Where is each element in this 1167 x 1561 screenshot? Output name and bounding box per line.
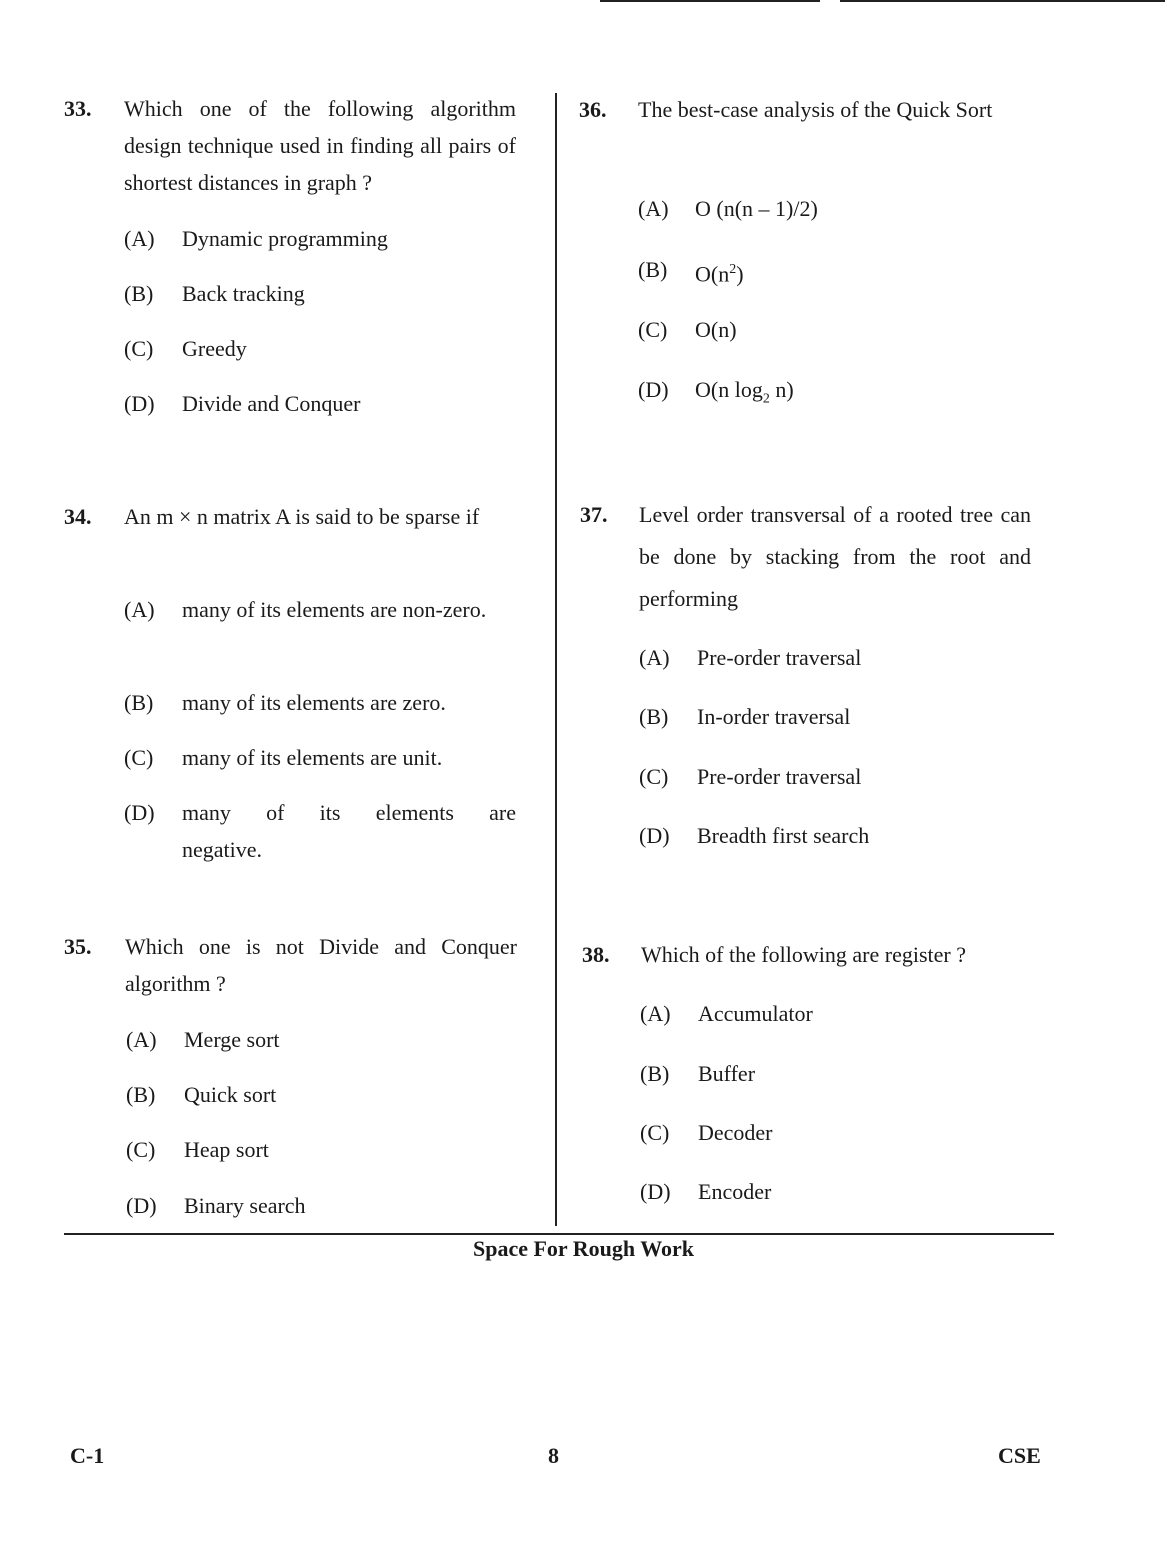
footer-code: C-1 <box>70 1443 105 1468</box>
option-text: In-order traversal <box>697 704 851 729</box>
subscript: 2 <box>762 391 770 407</box>
option-label: (D) <box>126 1193 157 1218</box>
option-text: many of its elements are unit. <box>182 745 443 770</box>
top-rule-right <box>840 0 1165 2</box>
option-label: (A) <box>638 196 669 221</box>
option-label: (C) <box>124 336 154 361</box>
option-text: O(n log <box>695 377 763 402</box>
top-rule-left <box>600 0 820 2</box>
option-label: (C) <box>126 1137 156 1162</box>
option-label: (A) <box>124 226 155 251</box>
option-text: Encoder <box>698 1179 772 1204</box>
question-stem: An m × n matrix A is said to be sparse if <box>124 504 480 529</box>
question-number: 37. <box>580 502 608 527</box>
option-text: many of its elements are non-zero. <box>182 597 487 622</box>
option-label: (D) <box>124 391 155 416</box>
option-label: (D) <box>639 823 670 848</box>
option-label: (D) <box>638 377 669 402</box>
option-label: (B) <box>639 704 669 729</box>
option-text: Quick sort <box>184 1082 277 1107</box>
option-label: (B) <box>124 281 154 306</box>
question-stem: Which one of the following algorithm design technique used in finding all pairs of shortest distances in graph ? <box>124 96 516 195</box>
option-text: many of its elements are zero. <box>182 690 446 715</box>
option-label: (B) <box>126 1082 156 1107</box>
rough-work-rule <box>64 1233 1054 1235</box>
question-number: 36. <box>579 97 607 122</box>
option-text: Greedy <box>182 336 247 361</box>
question-number: 35. <box>64 934 92 959</box>
option-label: (A) <box>126 1027 157 1052</box>
option-text-tail: ) <box>736 261 744 287</box>
column-divider <box>555 93 557 1226</box>
option-label: (D) <box>124 800 155 825</box>
option-text: Divide and Conquer <box>182 391 361 416</box>
question-stem: Which of the following are register ? <box>641 942 966 967</box>
page-number: 8 <box>548 1443 559 1468</box>
option-text: Dynamic programming <box>182 226 388 251</box>
exponent: 2 <box>729 262 737 277</box>
option-label: (A) <box>640 1001 671 1026</box>
question-stem: Which one is not Divide and Conquer algorithm ? <box>125 934 517 996</box>
option-label: (B) <box>638 257 668 282</box>
option-text: many of its elements are negative. <box>182 800 516 862</box>
option-text: Heap sort <box>184 1137 269 1162</box>
option-label: (D) <box>640 1179 671 1204</box>
option-text: Pre-order traversal <box>697 645 862 670</box>
question-stem: Level order transversal of a rooted tree can be done by stacking from the root and performing <box>639 502 1031 611</box>
option-label: (C) <box>124 745 154 770</box>
question-number: 33. <box>64 96 92 121</box>
option-text: O(n) <box>695 317 737 342</box>
option-text: Breadth first search <box>697 823 870 848</box>
option-label: (C) <box>639 764 669 789</box>
option-label: (A) <box>124 597 155 622</box>
option-text: O(n <box>695 261 730 287</box>
option-text: Binary search <box>184 1193 306 1218</box>
question-stem: The best-case analysis of the Quick Sort <box>638 97 993 122</box>
option-text: Merge sort <box>184 1027 280 1052</box>
question-number: 38. <box>582 942 610 967</box>
option-text-tail: n) <box>769 377 794 402</box>
footer-subject: CSE <box>998 1443 1041 1468</box>
option-text: Pre-order traversal <box>697 764 862 789</box>
option-label: (A) <box>639 645 670 670</box>
option-label: (C) <box>638 317 668 342</box>
option-text: Buffer <box>698 1061 756 1086</box>
option-label: (B) <box>124 690 154 715</box>
option-label: (C) <box>640 1120 670 1145</box>
option-text: Decoder <box>698 1120 773 1145</box>
option-text: Accumulator <box>698 1001 813 1026</box>
rough-work-heading: Space For Rough Work <box>472 1236 695 1261</box>
option-text: Back tracking <box>182 281 305 306</box>
question-number: 34. <box>64 504 92 529</box>
option-text: O (n(n – 1)/2) <box>695 196 818 221</box>
option-label: (B) <box>640 1061 670 1086</box>
